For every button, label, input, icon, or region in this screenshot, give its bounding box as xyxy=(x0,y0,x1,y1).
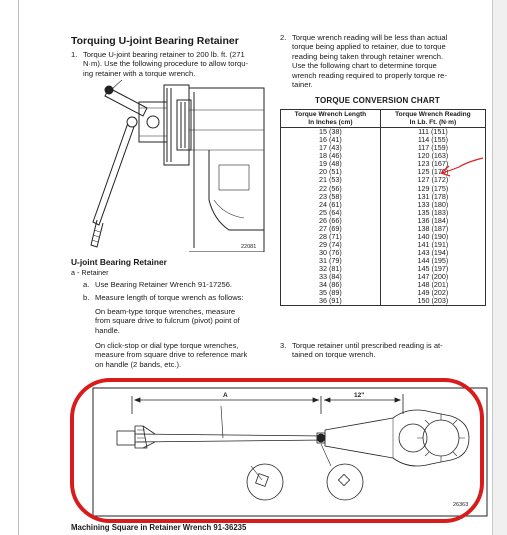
reading-cell: 149 (202) xyxy=(380,289,485,297)
table-row xyxy=(281,201,486,209)
reading-cell: 131 (178) xyxy=(380,193,485,201)
item-b xyxy=(83,293,283,303)
text-line: measure from square drive to reference mark xyxy=(95,350,248,360)
length-cell: 34 (86) xyxy=(281,281,381,289)
figure-caption: 22081 xyxy=(241,244,257,250)
reading-cell: 111 (151) xyxy=(380,128,485,137)
reading-cell: 117 (159) xyxy=(380,144,485,152)
length-cell: 17 (43) xyxy=(281,144,381,152)
text-line: torque being applied to retainer, due to torque xyxy=(292,42,446,52)
text-line: Use Bearing Retainer Wrench 91-17256. xyxy=(95,280,233,289)
reading-cell: 143 (194) xyxy=(380,249,485,257)
table-row xyxy=(281,233,486,241)
length-cell: 20 (51) xyxy=(281,168,381,176)
length-cell: 31 (79) xyxy=(281,257,381,265)
figure-caption: 26363 xyxy=(453,502,469,508)
column-header: Torque Wrench Reading In Lb. Ft. (N·m) xyxy=(380,110,485,128)
length-cell: 27 (69) xyxy=(281,225,381,233)
dimension-label-a: A xyxy=(223,392,228,399)
reading-cell: 136 (184) xyxy=(380,217,485,225)
length-cell: 29 (74) xyxy=(281,241,381,249)
length-cell: 26 (66) xyxy=(281,217,381,225)
table-row xyxy=(281,297,486,306)
text-line: N·m). Use the following procedure to allow torqu- xyxy=(83,59,249,69)
length-cell: 36 (91) xyxy=(281,297,381,306)
step-3 xyxy=(280,341,490,361)
step-number: 3. xyxy=(280,341,287,350)
table-row xyxy=(281,281,486,289)
reading-cell: 144 (195) xyxy=(380,257,485,265)
length-cell: 15 (38) xyxy=(281,128,381,137)
length-cell: 35 (89) xyxy=(281,289,381,297)
item-letter: b. xyxy=(83,293,90,302)
reading-cell: 147 (200) xyxy=(380,273,485,281)
table-row xyxy=(281,257,486,265)
table-row xyxy=(281,225,486,233)
text-line: Torque U-joint bearing retainer to 200 lb. ft. (271 xyxy=(83,50,245,59)
window-left-border xyxy=(0,0,19,535)
text-line: On beam-type torque wrenches, measure xyxy=(95,307,236,316)
length-cell: 22 (56) xyxy=(281,185,381,193)
table-row xyxy=(281,128,486,137)
length-cell: 32 (81) xyxy=(281,265,381,273)
text-line: Measure length of torque wrench as follows: xyxy=(95,293,244,302)
section-title: Torquing U-joint Bearing Retainer xyxy=(71,35,239,47)
text-line: handle. xyxy=(95,325,120,335)
chart-title: TORQUE CONVERSION CHART xyxy=(315,96,440,105)
dimension-label-12: 12" xyxy=(354,392,365,399)
text-line: wrench reading required to properly torque re- xyxy=(292,70,447,80)
length-cell: 28 (71) xyxy=(281,233,381,241)
text-line: Torque wrench reading will be less than actual xyxy=(292,33,448,42)
length-cell: 24 (61) xyxy=(281,201,381,209)
table-row xyxy=(281,273,486,281)
paragraph-beam xyxy=(95,307,285,335)
length-cell: 19 (48) xyxy=(281,160,381,168)
text-line: On click-stop or dial type torque wrenches, xyxy=(95,341,239,350)
step-number: 2. xyxy=(280,33,287,42)
table-row xyxy=(281,193,486,201)
reading-cell: 140 (190) xyxy=(380,233,485,241)
bottom-heading: Machining Square in Retainer Wrench 91-36235 xyxy=(71,523,247,532)
text-line: tained on torque wrench. xyxy=(292,350,376,360)
red-highlight-oval xyxy=(70,378,484,523)
reading-cell: 148 (201) xyxy=(380,281,485,289)
torque-conversion-table xyxy=(280,109,486,306)
table-header-row xyxy=(281,110,486,128)
window-scrollbar[interactable] xyxy=(492,0,507,535)
text-line: ing retainer with a torque wrench. xyxy=(83,68,196,78)
legend-label: a - Retainer xyxy=(71,268,109,277)
reading-cell: 125 (170) xyxy=(380,168,485,176)
reading-cell: 123 (167) xyxy=(380,160,485,168)
reading-cell: 141 (191) xyxy=(380,241,485,249)
reading-cell: 127 (172) xyxy=(380,176,485,184)
reading-cell: 135 (183) xyxy=(380,209,485,217)
length-cell: 16 (41) xyxy=(281,136,381,144)
table-row xyxy=(281,265,486,273)
table-row xyxy=(281,136,486,144)
text-line: tainer. xyxy=(292,80,313,90)
column-header: Torque Wrench Length In Inches (cm) xyxy=(281,110,381,128)
reading-cell: 129 (175) xyxy=(380,185,485,193)
length-cell: 23 (58) xyxy=(281,193,381,201)
table-row xyxy=(281,241,486,249)
length-cell: 30 (76) xyxy=(281,249,381,257)
item-letter: a. xyxy=(83,280,90,289)
length-cell: 33 (84) xyxy=(281,273,381,281)
table-row xyxy=(281,249,486,257)
text-line: on handle (2 bands, etc.). xyxy=(95,359,182,369)
table-row xyxy=(281,185,486,193)
text-line: Torque retainer until prescribed reading is at- xyxy=(292,341,443,350)
ujoint-figure xyxy=(69,80,269,252)
step-2 xyxy=(280,33,490,93)
length-cell: 18 (46) xyxy=(281,152,381,160)
document-page xyxy=(19,0,491,535)
paragraph-click-stop xyxy=(95,341,285,369)
table-row xyxy=(281,289,486,297)
reading-cell: 145 (197) xyxy=(380,265,485,273)
length-cell: 25 (64) xyxy=(281,209,381,217)
reading-cell: 120 (163) xyxy=(380,152,485,160)
length-cell: 21 (53) xyxy=(281,176,381,184)
red-annotation-arrow xyxy=(437,152,485,180)
text-line: reading being taken through retainer wrench. xyxy=(292,51,444,61)
reading-cell: 114 (155) xyxy=(380,136,485,144)
reading-cell: 150 (203) xyxy=(380,297,485,306)
text-line: Use the following chart to determine torque xyxy=(292,61,437,71)
table-row xyxy=(281,209,486,217)
item-a xyxy=(83,280,283,290)
reading-cell: 133 (180) xyxy=(380,201,485,209)
table-row xyxy=(281,217,486,225)
subsection-heading: U-joint Bearing Retainer xyxy=(71,257,167,267)
text-line: from square drive to fulcrum (pivot) point of xyxy=(95,316,240,326)
step-1 xyxy=(71,50,271,80)
step-number: 1. xyxy=(71,50,78,59)
reading-cell: 138 (187) xyxy=(380,225,485,233)
